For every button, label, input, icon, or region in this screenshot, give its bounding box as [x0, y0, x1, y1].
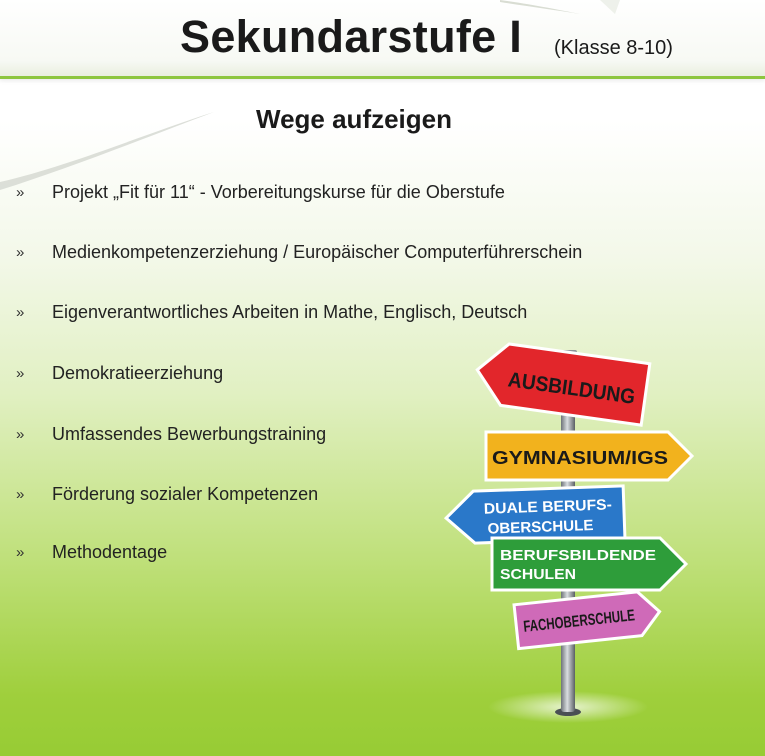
- sign-duale-berufsoberschule: [445, 486, 625, 544]
- sign-duale-label-2: OBERSCHULE: [487, 517, 593, 538]
- sign-gymnasium-label: GYMNASIUM/IGS: [492, 448, 668, 468]
- sign-fachoberschule: [514, 590, 680, 649]
- section-heading: Wege aufzeigen: [256, 104, 453, 134]
- swoosh-decoration: [0, 0, 765, 200]
- bullet-marker: »: [16, 544, 25, 561]
- sign-ausbildung-label: AUSBILDUNG: [506, 368, 649, 411]
- page-subtitle: (Klasse 8-10): [554, 37, 673, 59]
- bullet-marker: »: [16, 244, 25, 261]
- bullet-marker: »: [16, 486, 25, 503]
- list-item-text: Förderung sozialer Kompetenzen: [52, 484, 319, 504]
- sign-fachoberschule-label: FACHOBERSCHULE: [522, 602, 680, 636]
- bullet-marker: »: [16, 184, 25, 201]
- bullet-marker: »: [16, 365, 25, 382]
- list-item-text: Medienkompetenzerziehung / Europäischer Computerführerschein: [52, 242, 583, 262]
- sign-berufsbildende-label-1: BERUFSBILDENDE: [500, 547, 656, 564]
- sign-berufsbildende-label-2: SCHULEN: [500, 566, 576, 583]
- sign-ausbildung: [473, 340, 650, 425]
- signpost-illustration: [440, 340, 700, 730]
- list-item-text: Umfassendes Bewerbungstraining: [52, 424, 327, 444]
- list-item-text: Demokratieerziehung: [52, 363, 224, 383]
- sign-berufsbildende-schulen: [492, 538, 686, 590]
- bullet-marker: »: [16, 304, 25, 321]
- sign-duale-label-1: DUALE BERUFS-: [483, 496, 607, 518]
- page-title: Sekundarstufe I: [180, 11, 523, 62]
- list-item-text: Methodentage: [52, 542, 168, 562]
- list-item-text: Projekt „Fit für 11“ - Vorbereitungskurse für die Oberstufe: [52, 182, 505, 202]
- bullet-marker: »: [16, 426, 25, 443]
- list-item-text: Eigenverantwortliches Arbeiten in Mathe, Englisch, Deutsch: [52, 302, 528, 322]
- sign-gymnasium: [486, 432, 692, 480]
